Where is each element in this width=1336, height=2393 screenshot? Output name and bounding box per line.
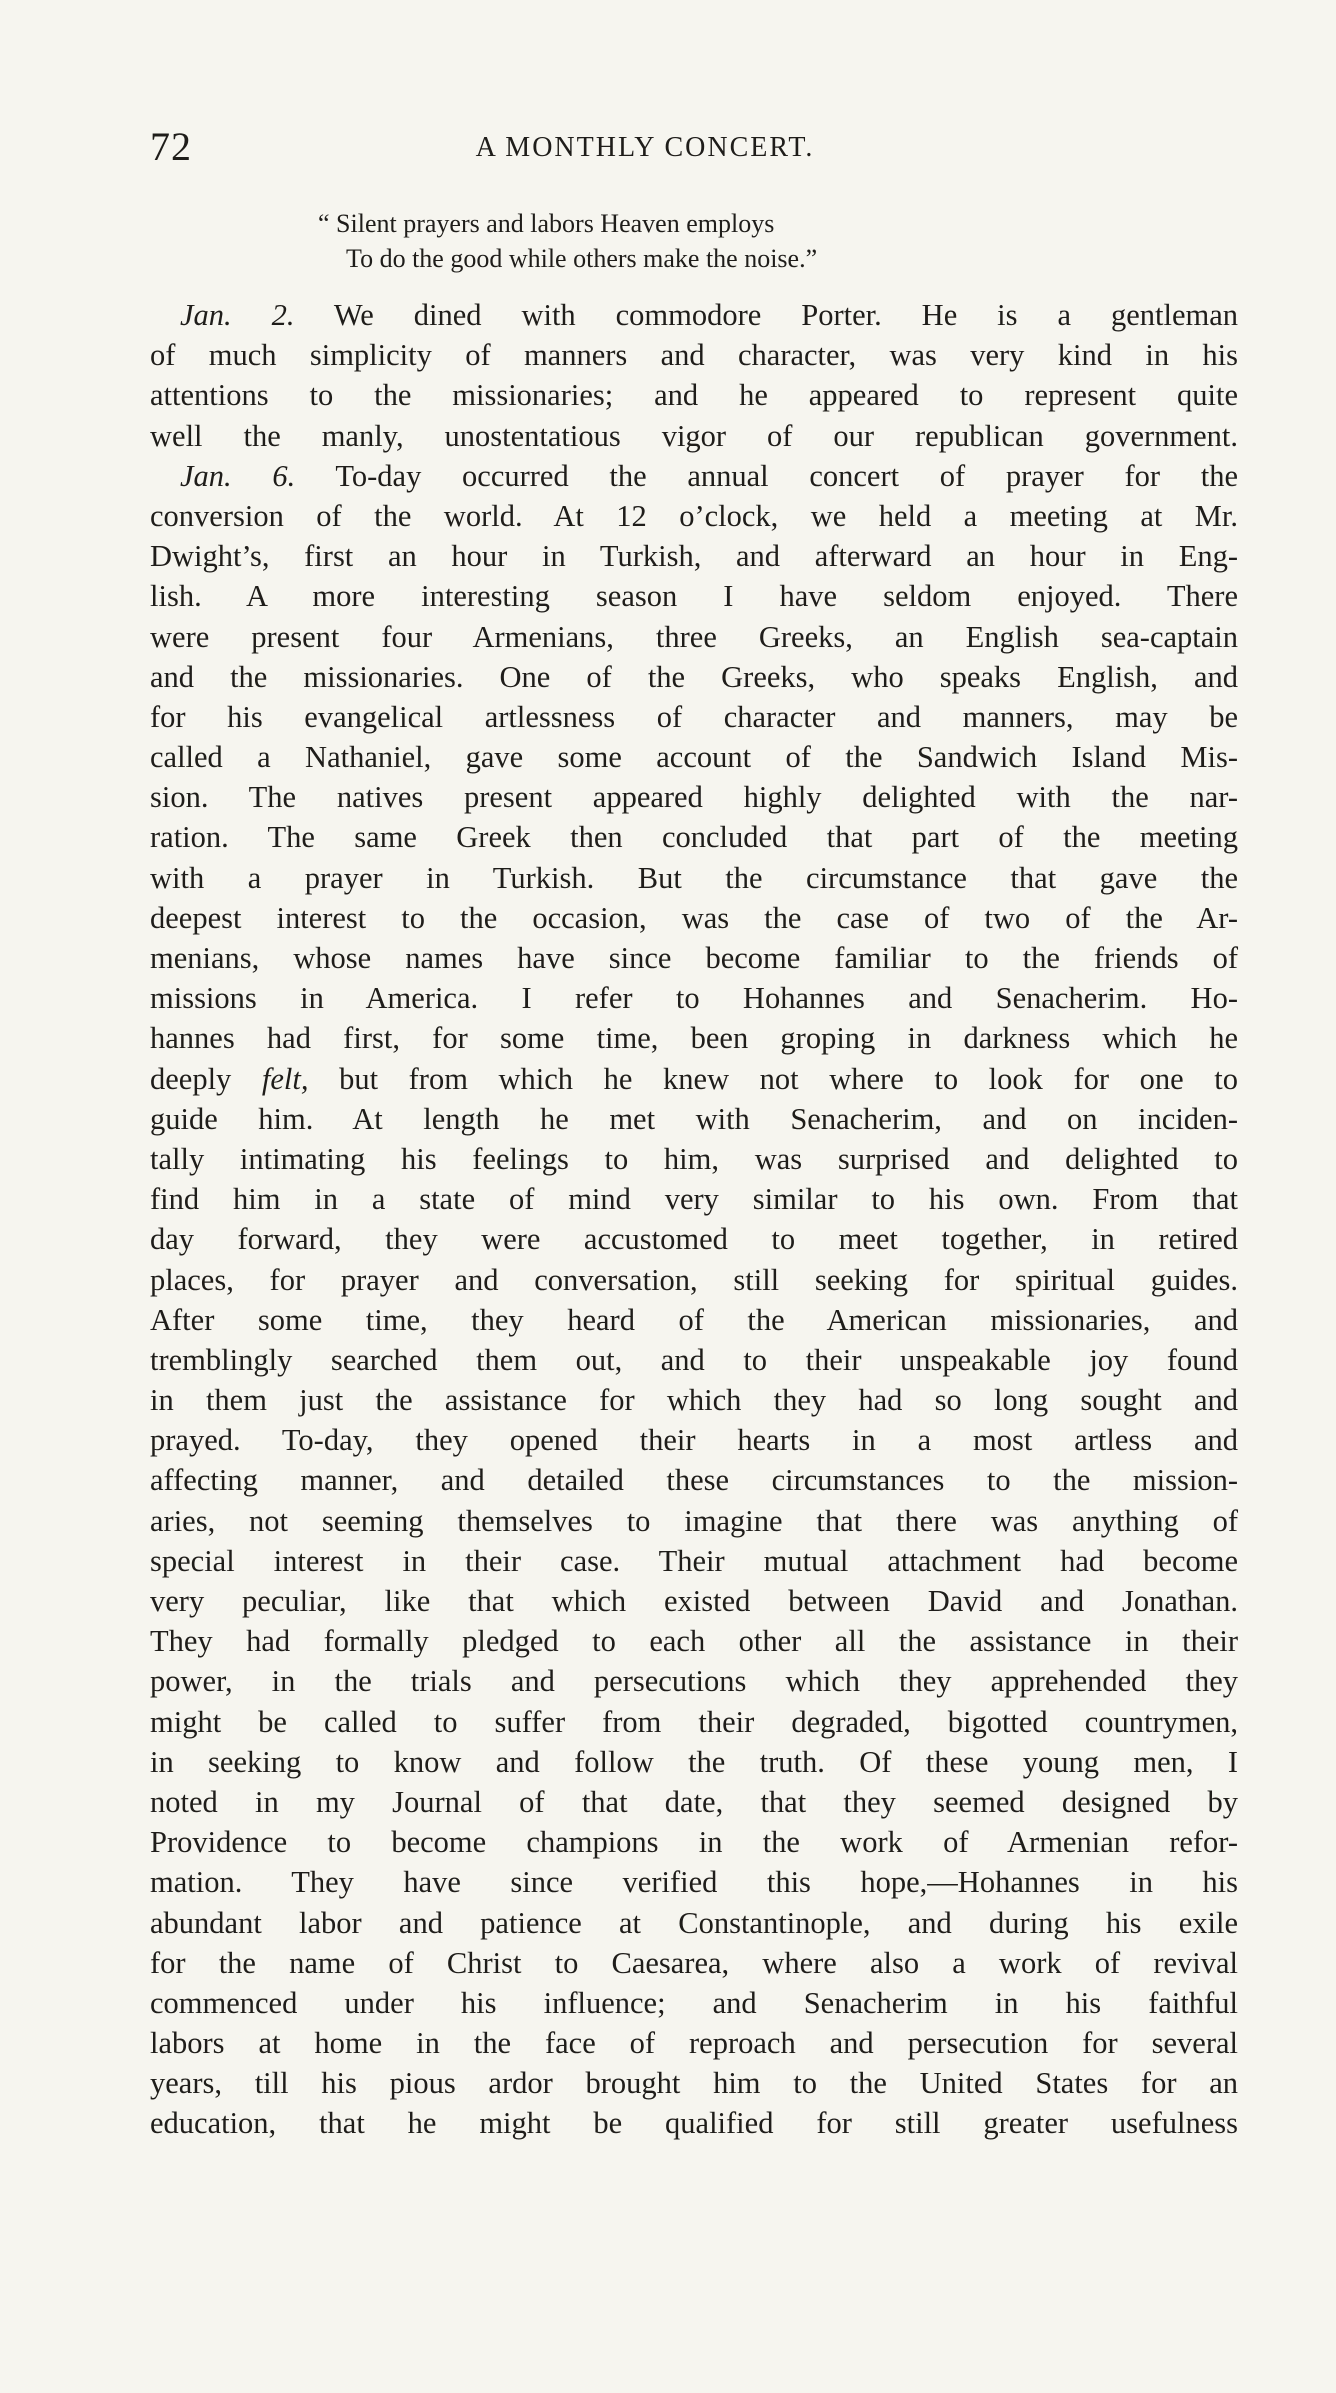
running-head: A MONTHLY CONCERT. [475,132,815,163]
text-line: hannes had first, for some time, been groping in darkness which he [150,1021,1238,1056]
text-line: power, in the trials and persecutions which they apprehended they [150,1664,1238,1699]
text-line: Dwight’s, first an hour in Turkish, and afterward an hour in Eng- [150,539,1238,574]
text-line: called a Nathaniel, gave some account of the Sandwich Island Mis- [150,740,1238,775]
entry-date: Jan. 2. [180,298,295,332]
text-line: commenced under his influence; and Senacherim in his faithful [150,1985,1238,2020]
text-line: education, that he might be qualified for still greater usefulness [150,2106,1238,2141]
text-line: were present four Armenians, three Greeks, an English sea-captain [150,619,1238,654]
text-line: in them just the assistance for which they had so long sought and [150,1383,1238,1418]
text-line: abundant labor and patience at Constantinople, and during his exile [150,1905,1238,1940]
text-line: mation. They have since verified this hope,—Hohannes in his [150,1865,1238,1900]
text-line: After some time, they heard of the American missionaries, and [150,1302,1238,1337]
text-line: menians, whose names have since become familiar to the friends of [150,941,1238,975]
text-line: very peculiar, like that which existed between David and Jonathan. [150,1584,1238,1618]
text-line: special interest in their case. Their mutual attachment had become [150,1543,1238,1578]
text-line: ration. The same Greek then concluded that part of the meeting [150,820,1238,855]
text-line: well the manly, unostentatious vigor of our republican government. [150,418,1238,453]
text-line: missions in America. I refer to Hohannes and Senacherim. Ho- [150,981,1238,1016]
text-line: and the missionaries. One of the Greeks, who speaks English, and [150,659,1238,694]
text-line: might be called to suffer from their degraded, bigotted countrymen, [150,1704,1238,1739]
text-line: conversion of the world. At 12 o’clock, we held a meeting at Mr. [150,498,1238,533]
text-line: deeply felt, but from which he knew not where to look for one to [150,1061,1238,1096]
text-line: day forward, they were accustomed to meet together, in retired [150,1222,1238,1257]
text-line: Jan. 6. To-day occurred the annual concert of prayer for the [180,458,1238,493]
text-line: sion. The natives present appeared highly delighted with the nar- [150,780,1238,815]
text-line: Providence to become champions in the work of Armenian refor- [150,1825,1238,1860]
text-line: guide him. At length he met with Senacherim, and on inciden- [150,1101,1238,1136]
text-line: They had formally pledged to each other all the assistance in their [150,1624,1238,1659]
epigraph [318,206,817,276]
epigraph-line: To do the good while others make the noise.” [346,244,818,273]
text-line: labors at home in the face of reproach and persecution for several [150,2026,1238,2061]
entry-date: Jan. 6. [180,458,296,493]
text-line: for the name of Christ to Caesarea, where also a work of revival [150,1945,1238,1980]
text-line: aries, not seeming themselves to imagine that there was anything of [150,1503,1238,1538]
text-line: prayed. To-day, they opened their hearts in a most artless and [150,1423,1238,1458]
text-line: deepest interest to the occasion, was the case of two of the Ar- [150,900,1238,935]
text-line: lish. A more interesting season I have seldom enjoyed. There [150,579,1238,614]
emphasis: felt, [261,1061,309,1096]
page-header [150,122,1250,172]
text-line: places, for prayer and conversation, still seeking for spiritual guides. [150,1262,1238,1297]
epigraph-line: “ Silent prayers and labors Heaven employs [318,209,775,238]
text-line: of much simplicity of manners and character, was very kind in his [150,338,1238,373]
page-number: 72 [150,124,192,169]
text-line: tremblingly searched them out, and to their unspeakable joy found [150,1342,1238,1377]
text-line: for his evangelical artlessness of character and manners, may be [150,699,1238,734]
text-line: affecting manner, and detailed these circumstances to the mission- [150,1463,1238,1498]
text-line: tally intimating his feelings to him, was surprised and delighted to [150,1141,1238,1176]
text-line: years, till his pious ardor brought him to the United States for an [150,2066,1238,2101]
text-line: find him in a state of mind very similar to his own. From that [150,1182,1238,1217]
body-text [150,295,1238,2144]
text-line: in seeking to know and follow the truth. Of these young men, I [150,1744,1238,1779]
text-line: Jan. 2. We dined with commodore Porter. He is a gentleman [180,298,1238,332]
text-line: attentions to the missionaries; and he appeared to represent quite [150,378,1238,413]
text-line: with a prayer in Turkish. But the circumstance that gave the [150,860,1238,895]
text-line: noted in my Journal of that date, that they seemed designed by [150,1784,1238,1819]
